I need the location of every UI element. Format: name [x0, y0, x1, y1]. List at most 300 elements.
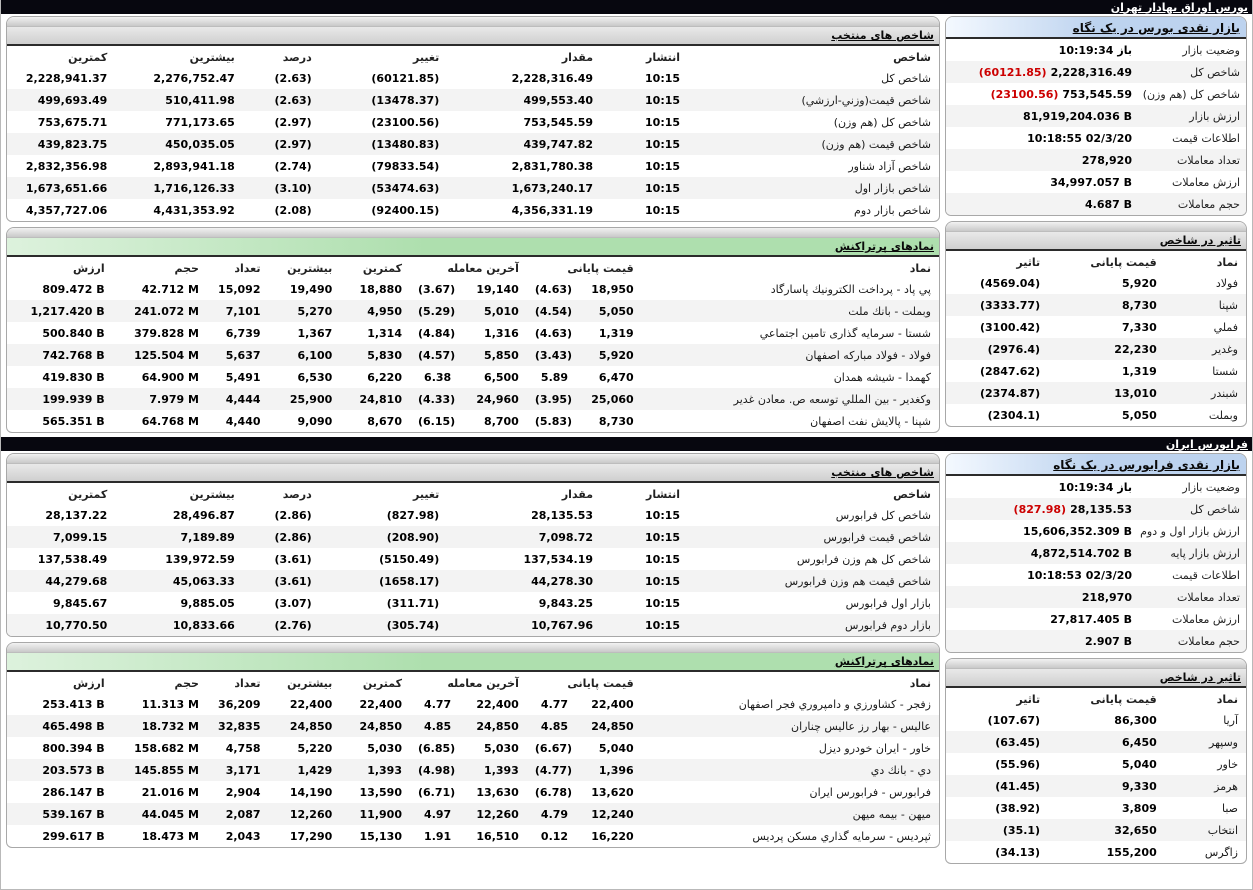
impact-row	[946, 382, 1246, 404]
overview-number: 27,817.405 B	[1050, 612, 1132, 626]
impact-row	[946, 753, 1246, 775]
overview-value	[952, 569, 1132, 582]
active-symbol[interactable]: عالیس - بهار رز عالیس چناران	[790, 719, 931, 733]
index-high: 450,035.05	[165, 137, 235, 151]
fara-overview-list	[946, 476, 1246, 652]
fara-indices-title: شاخص های منتخب	[7, 464, 939, 483]
index-name[interactable]: شاخص بازار دوم	[854, 203, 931, 217]
index-change: (827.98)	[386, 508, 440, 522]
impact-symbol[interactable]: شبندر	[1211, 386, 1238, 400]
bourse-active-panel	[6, 227, 940, 433]
overview-label: وضعیت بازار	[1182, 480, 1240, 494]
active-symbol[interactable]: دي - بانك دي	[870, 763, 931, 777]
overview-row	[946, 498, 1246, 520]
active-low: 5,830	[367, 348, 402, 362]
active-low: 15,130	[359, 829, 402, 843]
impact-value: (2976.4)	[987, 342, 1041, 356]
impact-value: (55.96)	[995, 757, 1041, 771]
impact-close: 9,330	[1121, 779, 1157, 793]
index-name[interactable]: بازار اول فرابورس	[845, 596, 931, 610]
index-percent: (2.97)	[274, 137, 312, 151]
active-last-pct: (4.33)	[417, 392, 456, 406]
index-row	[7, 614, 939, 636]
impact-close: 13,010	[1114, 386, 1157, 400]
active-close: 5,920	[598, 348, 634, 362]
active-value: 199.939 B	[42, 392, 105, 406]
overview-label: ارزش معاملات	[1172, 175, 1240, 189]
active-low: 1,393	[367, 763, 402, 777]
index-row	[7, 592, 939, 614]
index-row	[7, 548, 939, 570]
impact-value: (63.45)	[995, 735, 1041, 749]
impact-close: 22,230	[1114, 342, 1157, 356]
index-time: 10:15	[645, 508, 681, 522]
index-value: 1,673,240.17	[511, 181, 594, 195]
overview-row	[946, 608, 1246, 630]
overview-number: 81,919,204.036 B	[1023, 109, 1132, 123]
overview-number: 753,545.59	[1062, 87, 1132, 101]
index-name[interactable]: شاخص قیمت (هم وزن)	[821, 137, 931, 151]
impact-col-close: قیمت پایانی	[1090, 692, 1157, 706]
overview-label: ارزش بازار	[1189, 109, 1240, 123]
active-count: 3,171	[225, 763, 261, 777]
panel-cap	[946, 659, 1246, 669]
active-value: 800.394 B	[42, 741, 105, 755]
indices-col-low: کمترین	[68, 487, 108, 501]
active-low: 6,220	[367, 370, 402, 384]
active-row	[7, 388, 939, 410]
overview-value	[952, 176, 1132, 189]
overview-value	[952, 198, 1132, 211]
impact-close: 1,319	[1121, 364, 1157, 378]
overview-value	[952, 591, 1132, 604]
active-close: 8,730	[598, 414, 634, 428]
overview-number: 10:18:55 02/3/20	[1027, 131, 1132, 145]
index-high: 45,063.33	[172, 574, 235, 588]
index-high: 139,972.59	[165, 552, 235, 566]
active-close: 16,220	[591, 829, 634, 843]
overview-number: 218,970	[1081, 590, 1132, 604]
index-time: 10:15	[645, 181, 681, 195]
overview-number: 278,920	[1081, 153, 1132, 167]
index-time: 10:15	[645, 596, 681, 610]
index-value: 137,534.19	[523, 552, 594, 566]
active-volume: 64.768 M	[141, 414, 199, 428]
index-name[interactable]: شاخص کل فرابورس	[835, 508, 931, 522]
active-close-pct: 4.79	[540, 807, 569, 821]
active-col-last: آخرین معامله	[447, 676, 519, 690]
index-high: 28,496.87	[172, 508, 235, 522]
impact-symbol[interactable]: وسپهر	[1209, 735, 1238, 749]
index-value: 7,098.72	[538, 530, 594, 544]
index-high: 9,885.05	[180, 596, 235, 610]
active-col-symbol: نماد	[909, 261, 931, 275]
index-time: 10:15	[645, 618, 681, 632]
overview-number: 34,997.057 B	[1050, 175, 1132, 189]
index-percent: (2.86)	[274, 508, 312, 522]
impact-symbol[interactable]: فملي	[1213, 320, 1238, 334]
overview-row	[946, 105, 1246, 127]
index-row	[7, 67, 939, 89]
active-symbol[interactable]: ثپردیس - سرمایه گذاري مسكن پردیس	[752, 829, 931, 843]
index-value: 28,135.53	[531, 508, 594, 522]
active-row	[7, 759, 939, 781]
overview-change: (23100.56)	[990, 87, 1059, 101]
active-close: 1,396	[598, 763, 634, 777]
overview-change: (827.98)	[1013, 502, 1067, 516]
overview-number: 10:19:34	[1058, 43, 1114, 57]
index-percent: (2.08)	[274, 203, 312, 217]
active-col-low: کمترین	[362, 261, 402, 275]
active-count: 15,092	[218, 282, 261, 296]
impact-symbol[interactable]: وبملت	[1208, 408, 1238, 422]
index-value: 10,767.96	[531, 618, 594, 632]
bourse-impact-table	[946, 251, 1246, 426]
active-col-symbol: نماد	[909, 676, 931, 690]
active-symbol[interactable]: كهمدا - شیشه همدان	[833, 370, 931, 384]
impact-symbol[interactable]: فولاد	[1215, 276, 1238, 290]
index-low: 137,538.49	[37, 552, 108, 566]
active-symbol[interactable]: وكغدير - بين المللي توسعه ص. معادن غدير	[733, 392, 931, 406]
index-row	[7, 504, 939, 526]
overview-number: 10:19:34	[1058, 480, 1114, 494]
active-symbol[interactable]: میهن - بیمه میهن	[852, 807, 931, 821]
active-close: 18,950	[591, 282, 634, 296]
impact-close: 5,050	[1121, 408, 1157, 422]
index-high: 7,189.89	[180, 530, 235, 544]
fara-side-column	[945, 453, 1247, 864]
panel-cap	[946, 222, 1246, 232]
active-volume: 44.045 M	[141, 807, 199, 821]
impact-col-symbol: نماد	[1216, 255, 1238, 269]
active-row	[7, 825, 939, 847]
index-percent: (2.63)	[274, 71, 312, 85]
active-row	[7, 803, 939, 825]
indices-col-value: مقدار	[561, 487, 594, 501]
active-last: 12,260	[476, 807, 519, 821]
fara-overview-title: بازار نقدی فرابورس در یک نگاه	[946, 454, 1246, 476]
index-time: 10:15	[645, 552, 681, 566]
index-name[interactable]: شاخص قیمت فرابورس	[823, 530, 931, 544]
active-symbol[interactable]: پي پاد - پرداخت الكترونيك پاسارگاد	[770, 282, 931, 296]
index-row	[7, 111, 939, 133]
impact-symbol[interactable]: آریا	[1223, 713, 1238, 727]
impact-symbol[interactable]: زاگرس	[1204, 845, 1238, 859]
active-count: 7,101	[225, 304, 261, 318]
active-volume: 18.473 M	[141, 829, 199, 843]
active-last: 16,510	[476, 829, 519, 843]
active-low: 24,850	[359, 719, 402, 733]
impact-row	[946, 841, 1246, 863]
overview-status: باز	[1117, 480, 1132, 494]
impact-symbol[interactable]: وغدیر	[1212, 342, 1238, 356]
fara-active-title: نمادهای پرتراکنش	[7, 653, 939, 672]
index-row	[7, 177, 939, 199]
active-close: 5,050	[598, 304, 634, 318]
index-percent: (3.10)	[274, 181, 312, 195]
active-count: 6,739	[225, 326, 261, 340]
index-low: 2,832,356.98	[25, 159, 108, 173]
active-value: 286.147 B	[42, 785, 105, 799]
index-value: 753,545.59	[523, 115, 594, 129]
active-volume: 158.682 M	[134, 741, 199, 755]
active-value: 253.413 B	[42, 697, 105, 711]
overview-label: تعداد معاملات	[1177, 153, 1240, 167]
index-time: 10:15	[645, 71, 681, 85]
impact-header-row	[946, 251, 1246, 272]
index-row	[7, 526, 939, 548]
active-symbol[interactable]: خاور - ایران خودرو دیزل	[818, 741, 931, 755]
index-name[interactable]: بازار دوم فرابورس	[845, 618, 931, 632]
active-high: 22,400	[289, 697, 333, 711]
active-symbol[interactable]: شپنا - پالایش نفت اصفهان	[810, 414, 931, 428]
active-volume: 145.855 M	[134, 763, 199, 777]
active-row	[7, 737, 939, 759]
index-name[interactable]: شاخص کل	[881, 71, 931, 85]
index-name[interactable]: شاخص کل (هم وزن)	[833, 115, 931, 129]
active-value: 565.351 B	[42, 414, 105, 428]
index-row	[7, 133, 939, 155]
overview-number: 2.907 B	[1084, 634, 1132, 648]
active-row	[7, 693, 939, 715]
active-count: 4,758	[225, 741, 261, 755]
active-symbol[interactable]: فرابورس - فرابورس ایران	[809, 785, 931, 799]
bourse-impact-panel	[945, 221, 1247, 427]
overview-label: شاخص کل	[1190, 502, 1240, 516]
indices-col-index: شاخص	[893, 487, 931, 501]
active-last-pct: (6.15)	[417, 414, 456, 428]
overview-value	[952, 525, 1132, 538]
active-count: 32,835	[218, 719, 261, 733]
active-value: 419.830 B	[42, 370, 105, 384]
index-value: 44,278.30	[531, 574, 594, 588]
active-volume: 379.828 M	[134, 326, 199, 340]
panel-cap	[7, 228, 939, 238]
fara-overview-panel	[945, 453, 1247, 653]
overview-number: 28,135.53	[1070, 502, 1132, 516]
index-low: 1,673,651.66	[25, 181, 108, 195]
overview-row	[946, 83, 1246, 105]
overview-row	[946, 61, 1246, 83]
index-low: 439,823.75	[37, 137, 108, 151]
active-row	[7, 410, 939, 432]
index-change: (79833.54)	[371, 159, 440, 173]
active-close: 12,240	[591, 807, 634, 821]
index-change: (305.74)	[386, 618, 440, 632]
impact-value: (41.45)	[995, 779, 1041, 793]
impact-symbol[interactable]: هرمز	[1214, 779, 1238, 793]
active-last: 8,700	[484, 414, 519, 428]
index-name[interactable]: شاخص بازار اول	[854, 181, 931, 195]
active-col-count: تعداد	[234, 676, 261, 690]
index-name[interactable]: شاخص آزاد شناور	[848, 159, 931, 173]
index-row	[7, 155, 939, 177]
panel-cap	[7, 454, 939, 464]
indices-col-percent: درصد	[282, 487, 312, 501]
active-close: 1,319	[598, 326, 634, 340]
active-low: 11,900	[359, 807, 402, 821]
impact-value: (2374.87)	[979, 386, 1041, 400]
overview-row	[946, 564, 1246, 586]
impact-close: 8,730	[1121, 298, 1157, 312]
index-low: 7,099.15	[53, 530, 108, 544]
active-close-pct: (4.54)	[534, 304, 573, 318]
index-low: 28,137.22	[45, 508, 108, 522]
active-volume: 64.900 M	[141, 370, 199, 384]
fara-active-panel	[6, 642, 940, 848]
indices-header-row	[7, 46, 939, 67]
active-last: 24,960	[476, 392, 519, 406]
active-last-pct: (6.71)	[417, 785, 456, 799]
index-name[interactable]: شاخص قیمت(وزني-ارزشي)	[801, 93, 931, 107]
impact-row	[946, 360, 1246, 382]
indices-col-high: بیشترین	[189, 50, 235, 64]
active-row	[7, 278, 939, 300]
panel-cap	[7, 17, 939, 27]
impact-value: (2304.1)	[987, 408, 1041, 422]
impact-row	[946, 731, 1246, 753]
index-high: 510,411.98	[165, 93, 235, 107]
indices-header-row	[7, 483, 939, 504]
overview-label: حجم معاملات	[1177, 634, 1240, 648]
active-last-pct: (5.29)	[417, 304, 456, 318]
overview-value	[952, 44, 1132, 57]
overview-value	[952, 613, 1132, 626]
index-time: 10:15	[645, 159, 681, 173]
active-row	[7, 322, 939, 344]
index-change: (311.71)	[386, 596, 440, 610]
fara-section-bar	[1, 437, 1252, 451]
overview-label: ارزش بازار اول و دوم	[1140, 524, 1240, 538]
index-high: 2,893,941.18	[153, 159, 235, 173]
overview-status: باز	[1117, 43, 1132, 57]
active-low: 13,590	[359, 785, 402, 799]
active-last-pct: (4.84)	[417, 326, 456, 340]
impact-symbol[interactable]: شستا	[1212, 364, 1238, 378]
index-change: (53474.63)	[371, 181, 440, 195]
active-symbol[interactable]: زفجر - كشاورزي و دامپروري فجر اصفهان	[738, 697, 931, 711]
active-last: 13,630	[476, 785, 519, 799]
overview-label: ارزش بازار پایه	[1170, 546, 1240, 560]
impact-row	[946, 272, 1246, 294]
impact-close: 7,330	[1121, 320, 1157, 334]
index-percent: (2.97)	[274, 115, 312, 129]
indices-col-high: بیشترین	[189, 487, 235, 501]
active-count: 4,444	[225, 392, 261, 406]
active-row	[7, 300, 939, 322]
index-time: 10:15	[645, 530, 681, 544]
index-row	[7, 89, 939, 111]
active-low: 5,030	[367, 741, 402, 755]
overview-value	[952, 66, 1132, 79]
overview-number: 10:18:53 02/3/20	[1027, 568, 1132, 582]
impact-close: 6,450	[1121, 735, 1157, 749]
indices-col-value: مقدار	[561, 50, 594, 64]
active-count: 2,043	[225, 829, 261, 843]
bourse-overview-panel	[945, 16, 1247, 216]
active-close: 25,060	[591, 392, 634, 406]
index-high: 2,276,752.47	[153, 71, 235, 85]
active-symbol[interactable]: فولاد - فولاد مباركه اصفهان	[805, 348, 931, 362]
active-volume: 21.016 M	[141, 785, 199, 799]
impact-symbol[interactable]: صبا	[1221, 801, 1238, 815]
impact-row	[946, 819, 1246, 841]
impact-symbol[interactable]: شپنا	[1218, 298, 1238, 312]
index-change: (23100.56)	[371, 115, 440, 129]
active-col-close: قیمت پایانی	[567, 261, 634, 275]
bourse-active-title: نمادهای پرتراکنش	[7, 238, 939, 257]
active-low: 18,880	[359, 282, 402, 296]
active-close: 6,470	[598, 370, 634, 384]
active-col-high: بیشترین	[287, 676, 333, 690]
active-value: 539.167 B	[42, 807, 105, 821]
fara-section-title: فرابورس ایران	[1165, 437, 1248, 451]
active-volume: 11.313 M	[141, 697, 199, 711]
active-last-pct: (4.57)	[417, 348, 456, 362]
active-count: 5,491	[225, 370, 261, 384]
index-percent: (2.76)	[274, 618, 312, 632]
overview-label: اطلاعات قیمت	[1172, 568, 1240, 582]
impact-row	[946, 797, 1246, 819]
bourse-section-bar	[1, 0, 1252, 14]
overview-value	[952, 110, 1132, 123]
active-high: 9,090	[297, 414, 333, 428]
indices-col-time: انتشار	[645, 50, 681, 64]
indices-col-change: تغییر	[413, 487, 440, 501]
active-low: 24,810	[359, 392, 402, 406]
fara-impact-title: تاثیر در شاخص	[946, 669, 1246, 688]
impact-symbol[interactable]: انتخاب	[1207, 823, 1238, 837]
bourse-indices-title: شاخص های منتخب	[7, 27, 939, 46]
fara-main-column	[6, 453, 940, 848]
active-last: 5,030	[484, 741, 519, 755]
impact-col-impact: تاثیر	[1016, 692, 1041, 706]
impact-symbol[interactable]: خاور	[1217, 757, 1238, 771]
bourse-section-title: بورس اوراق بهادار تهران	[1110, 0, 1248, 14]
fara-indices-panel	[6, 453, 940, 637]
index-name[interactable]: شاخص کل هم وزن فرابورس	[796, 552, 931, 566]
overview-label: وضعیت بازار	[1182, 43, 1240, 57]
index-low: 44,279.68	[45, 574, 108, 588]
indices-col-time: انتشار	[645, 487, 681, 501]
index-low: 4,357,727.06	[25, 203, 108, 217]
index-row	[7, 570, 939, 592]
overview-label: ارزش معاملات	[1172, 612, 1240, 626]
active-value: 500.840 B	[42, 326, 105, 340]
index-percent: (3.61)	[274, 574, 312, 588]
impact-value: (34.13)	[995, 845, 1041, 859]
active-close-pct: 0.12	[540, 829, 569, 843]
active-count: 4,440	[225, 414, 261, 428]
active-last: 1,316	[484, 326, 519, 340]
active-close-pct: (4.77)	[534, 763, 573, 777]
impact-value: (3333.77)	[979, 298, 1041, 312]
active-last: 24,850	[476, 719, 519, 733]
bourse-main-column	[6, 16, 940, 433]
active-col-last: آخرین معامله	[447, 261, 519, 275]
active-symbol[interactable]: شستا - سرمایه گذاری تامین اجتماعي	[759, 326, 931, 340]
panel-cap	[7, 643, 939, 653]
index-percent: (3.07)	[274, 596, 312, 610]
bourse-section	[1, 14, 1252, 437]
active-volume: 125.504 M	[134, 348, 199, 362]
active-value: 203.573 B	[42, 763, 105, 777]
index-name[interactable]: شاخص قیمت هم وزن فرابورس	[784, 574, 931, 588]
active-close-pct: 5.89	[540, 370, 569, 384]
active-symbol[interactable]: وبملت - بانك ملت	[848, 304, 931, 318]
index-time: 10:15	[645, 93, 681, 107]
active-close: 5,040	[598, 741, 634, 755]
